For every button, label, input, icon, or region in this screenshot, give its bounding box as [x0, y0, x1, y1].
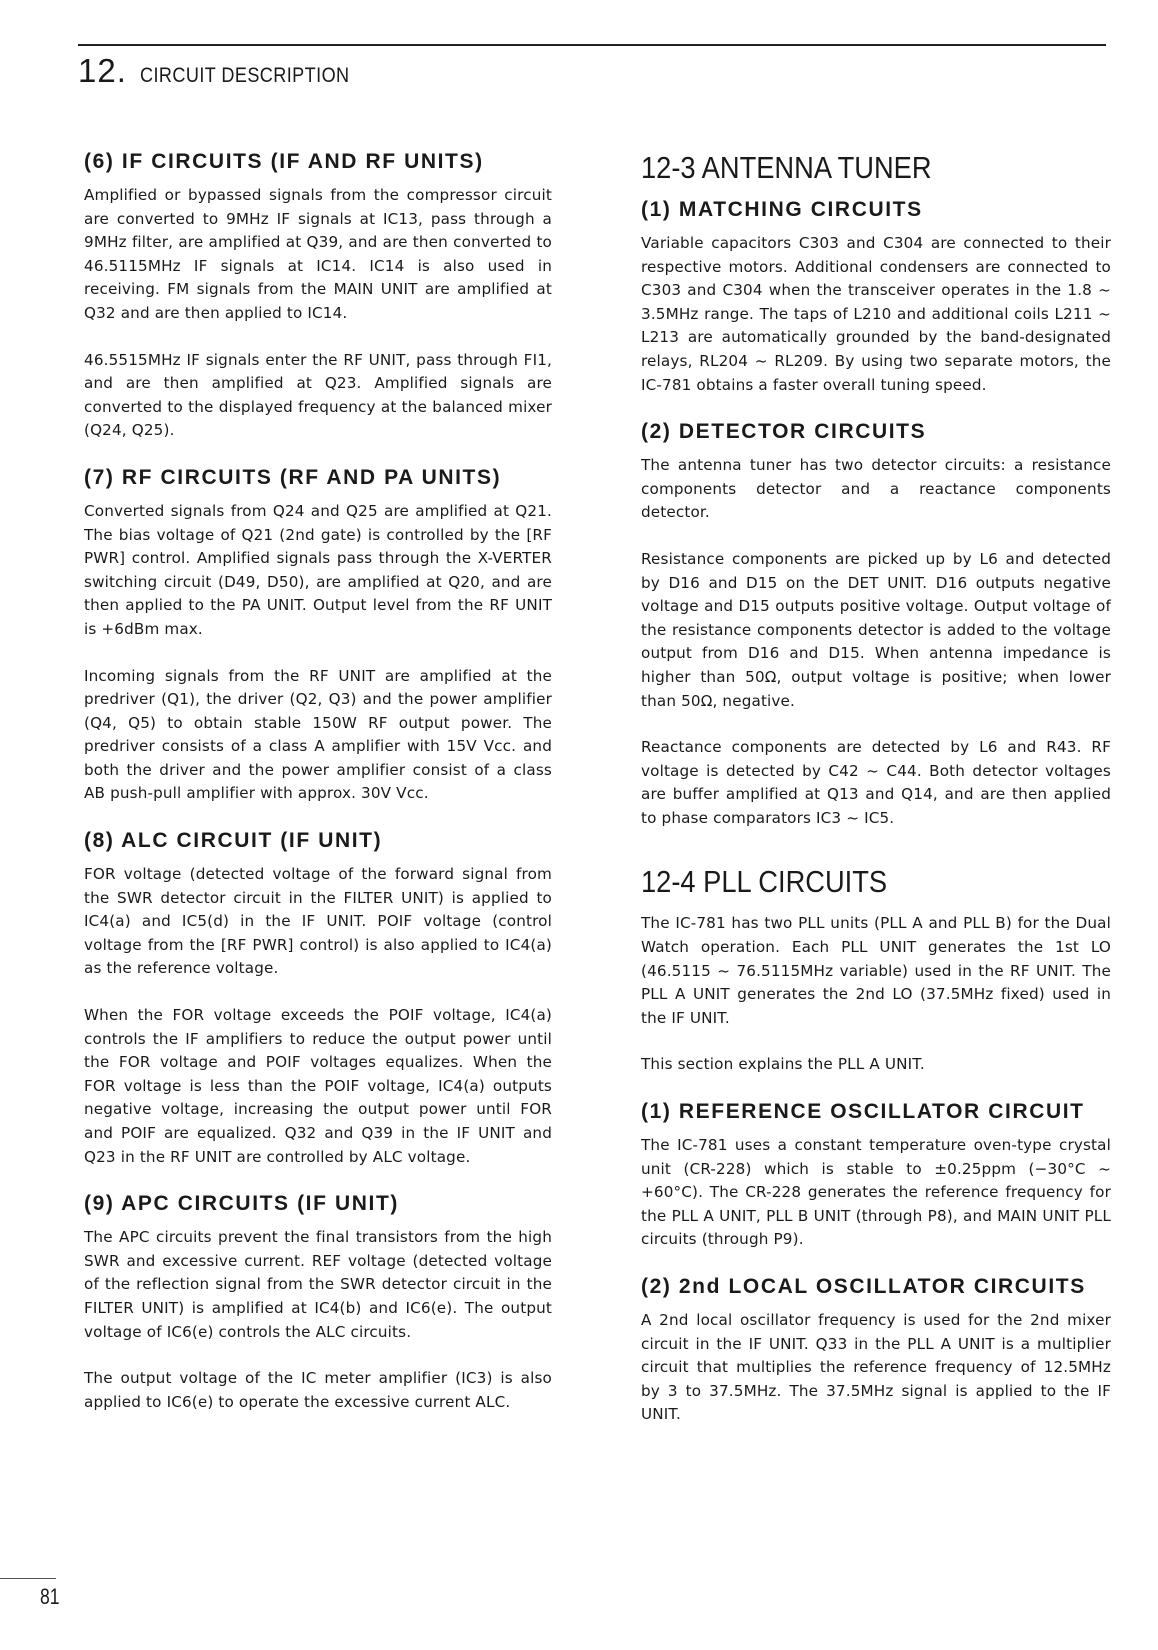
paragraph: The IC-781 uses a constant temperature oven-type crystal unit (CR-228) which is stable to ±0.25ppm (−30°C ~ +60°C). The CR-228 generates the reference frequency for the PLL A UNIT, PLL B UNIT (through P8), and MAIN UNIT PLL circuits (through P9). [641, 1136, 1111, 1249]
paragraph: Reactance components are detected by L6 and R43. RF voltage is detected by C42 ~ C44. Both detector voltages are buffer amplified at Q13 and Q14, and are then applied to phase comparators IC3 ~ IC5. [641, 738, 1111, 827]
paragraph: A 2nd local oscillator frequency is used for the 2nd mixer circuit in the IF UNIT. Q33 in the PLL A UNIT is a multiplier circuit that multiplies the reference frequency of 12.5MHz by 3 to 37.5MHz. The 37.5MHz signal is applied to the IF UNIT. [641, 1311, 1111, 1424]
header-rule [78, 44, 1106, 46]
section-heading: (8) ALC CIRCUIT (IF UNIT) [84, 829, 383, 853]
section-heading: (6) IF CIRCUITS (IF AND RF UNITS) [84, 150, 484, 173]
section-title: 12-3 ANTENNA TUNER [641, 150, 932, 185]
right-column [641, 150, 1111, 1450]
section-pll-circuits [641, 864, 1111, 1427]
paragraph: FOR voltage (detected voltage of the forward signal from the SWR detector circuit in the FILTER UNIT) is applied to IC4(a) and IC5(d) in the IF UNIT. POIF voltage (control voltage from the [RF PWR] control) is also applied to IC4(a) as the reference voltage. [84, 865, 552, 978]
paragraph: This section explains the PLL A UNIT. [641, 1055, 925, 1074]
paragraph: 46.5515MHz IF signals enter the RF UNIT, pass through FI1, and are then amplified at Q23. Amplified signals are converted to the displayed frequency at the balanced mixer (Q24, Q25). [84, 350, 552, 440]
section-if-circuits [84, 150, 552, 443]
paragraph: The APC circuits prevent the final transistors from the high SWR and excessive current. REF voltage (detected voltage of the reflection signal from the SWR detector circuit in the FILTER UNIT) is amplified at IC4(b) and IC6(e). The output voltage of IC6(e) controls the ALC circuits. [84, 1228, 552, 1341]
paragraph: Amplified or bypassed signals from the compressor circuit are converted to 9MHz IF signals at IC13, pass through a 9MHz filter, are amplified at Q39, and are then converted to 46.5115MHz IF signals at IC14. IC14 is also used in receiving. FM signals from the MAIN UNIT are amplified at Q32 and are then applied to IC14. [84, 186, 552, 322]
subsection-heading: (1) MATCHING CIRCUITS [641, 198, 923, 221]
paragraph: The IC-781 has two PLL units (PLL A and PLL B) for the Dual Watch operation. Each PLL UNIT generates the 1st LO (46.5115 ~ 76.5115MHz variable) used in the RF UNIT. The PLL A UNIT generates the 2nd LO (37.5MHz fixed) used in the IF UNIT. [641, 914, 1111, 1027]
paragraph: The output voltage of the IC meter amplifier (IC3) is also applied to IC6(e) to operate the excessive current ALC. [84, 1369, 552, 1411]
page-number-rule [0, 1578, 56, 1579]
subsection-matching-circuits [641, 198, 1111, 397]
section-title: 12-4 PLL CIRCUITS [641, 864, 888, 900]
chapter-title: CIRCUIT DESCRIPTION [139, 64, 350, 87]
section-heading: (9) APC CIRCUITS (IF UNIT) [84, 1192, 399, 1216]
section-antenna-tuner [641, 150, 1111, 830]
subsection-detector-circuits [641, 420, 1111, 830]
section-rf-circuits [84, 466, 552, 806]
section-apc-circuits [84, 1192, 552, 1414]
paragraph: When the FOR voltage exceeds the POIF voltage, IC4(a) controls the IF amplifiers to reduce the output power until the FOR voltage and POIF voltages equalizes. When the FOR voltage is less than the POIF voltage, IC4(a) outputs negative voltage, increasing the output power until FOR and POIF are equalized. Q32 and Q39 in the IF UNIT and Q23 in the RF UNIT are controlled by ALC voltage. [84, 1006, 552, 1166]
paragraph: Incoming signals from the RF UNIT are amplified at the predriver (Q1), the driver (Q2, Q3) and the power amplifier (Q4, Q5) to obtain stable 150W RF output power. The predriver consists of a class A amplifier with 15V Vcc. and both the driver and the power amplifier consist of a class AB push-pull amplifier with approx. 30V Vcc. [84, 666, 552, 803]
paragraph: Variable capacitors C303 and C304 are connected to their respective motors. Additional condensers are connected to C303 and C304 when the transceiver operates in the 1.8 ~ 3.5MHz range. The taps of L210 and additional coils L211 ~ L213 are automatically grounded by the band-designated relays, RL204 ~ RL209. By using two separate motors, the IC-781 obtains a faster overall tuning speed. [641, 234, 1111, 394]
paragraph: Converted signals from Q24 and Q25 are amplified at Q21. The bias voltage of Q21 (2nd gate) is controlled by the [RF PWR] control. Amplified signals pass through the X-VERTER switching circuit (D49, D50), are amplified at Q20, and are then applied to the PA UNIT. Output level from the RF UNIT is +6dBm max. [84, 501, 552, 638]
subsection-reference-oscillator [641, 1100, 1111, 1252]
subsection-2nd-local-oscillator [641, 1275, 1111, 1427]
subsection-heading: (1) REFERENCE OSCILLATOR CIRCUIT [641, 1100, 1085, 1124]
subsection-heading: (2) DETECTOR CIRCUITS [641, 420, 927, 444]
page-number: 81 [40, 1584, 60, 1609]
chapter-heading [78, 52, 384, 90]
subsection-heading: (2) 2nd LOCAL OSCILLATOR CIRCUITS [641, 1275, 1086, 1298]
paragraph: Resistance components are picked up by L6 and detected by D16 and D15 on the DET UNIT. D16 outputs negative voltage and D15 outputs positive voltage. Output voltage of the resistance components detector is added to the voltage output from D16 and D15. When antenna impedance is higher than 50Ω, output voltage is positive; when lower than 50Ω, negative. [641, 549, 1111, 710]
paragraph: The antenna tuner has two detector circuits: a resistance components detector and a reactance components detector. [641, 456, 1111, 522]
left-column [84, 150, 552, 1437]
chapter-number: 12. [78, 52, 127, 89]
section-heading: (7) RF CIRCUITS (RF AND PA UNITS) [84, 465, 502, 489]
section-alc-circuit [84, 829, 552, 1169]
